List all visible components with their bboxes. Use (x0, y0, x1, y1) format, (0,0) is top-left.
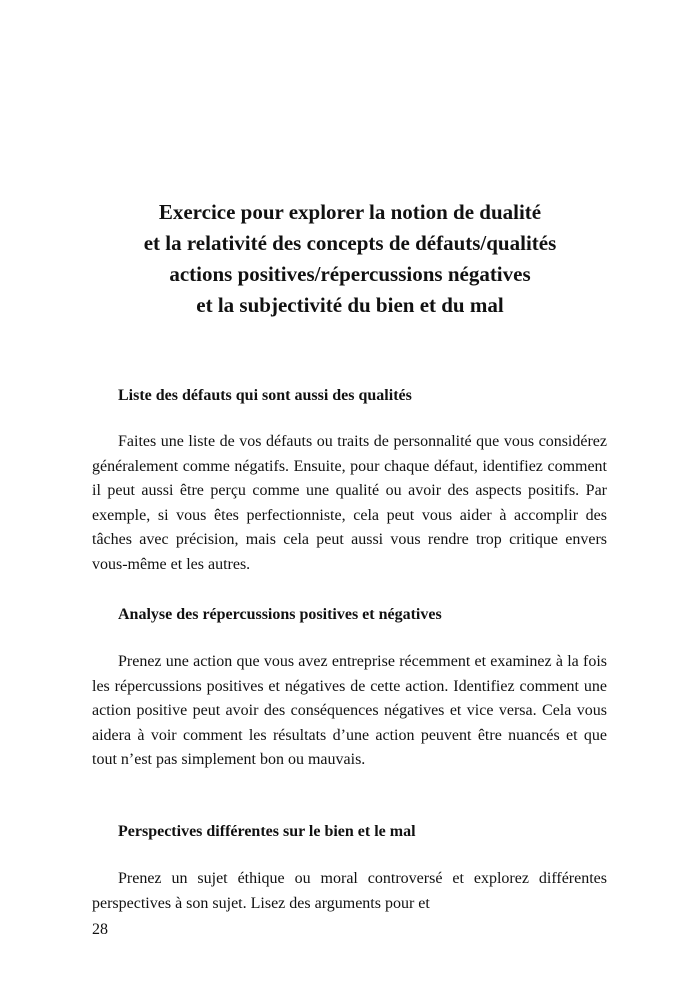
section-perspectives (92, 822, 607, 916)
section-heading: Liste des défauts qui sont aussi des qualités (118, 387, 412, 404)
title-line-4: et la subjectivité du bien et du mal (196, 293, 504, 317)
title-line-2: et la relativité des concepts de défauts/qualités (143, 231, 557, 255)
section-defauts-qualites (92, 386, 607, 577)
section-heading: Analyse des répercussions positives et négatives (118, 606, 442, 623)
page-title (95, 197, 605, 321)
section-paragraph: Prenez un sujet éthique ou moral controversé et explorez différentes perspectives à son sujet. Lisez des arguments pour et (92, 870, 607, 912)
title-line-1: Exercice pour explorer la notion de dualité (158, 200, 542, 224)
section-repercussions (92, 605, 607, 773)
section-heading: Perspectives différentes sur le bien et le mal (118, 823, 416, 840)
section-paragraph: Faites une liste de vos défauts ou traits de personnalité que vous considérez généralement comme négatifs. Ensuite, pour chaque défaut, identifiez comment il peut aussi être perçu comme une qualité ou avoir des aspects positifs. Par exemple, si vous êtes perfectionniste, cela peut vous aider à accomplir des tâches avec précision, mais cela peut aussi vous rendre trop critique envers vous-même et les autres. (92, 433, 607, 573)
section-paragraph: Prenez une action que vous avez entreprise récemment et examinez à la fois les répercussions positives et négatives de cette action. Identifiez comment une action positive peut avoir des conséquences négatives et vice versa. Cela vous aidera à voir comment les résultats d’une action peuvent être nuancés et que tout n’est pas simplement bon ou mauvais. (92, 653, 607, 768)
page-number: 28 (92, 921, 108, 938)
title-line-3: actions positives/répercussions négatives (169, 262, 531, 286)
